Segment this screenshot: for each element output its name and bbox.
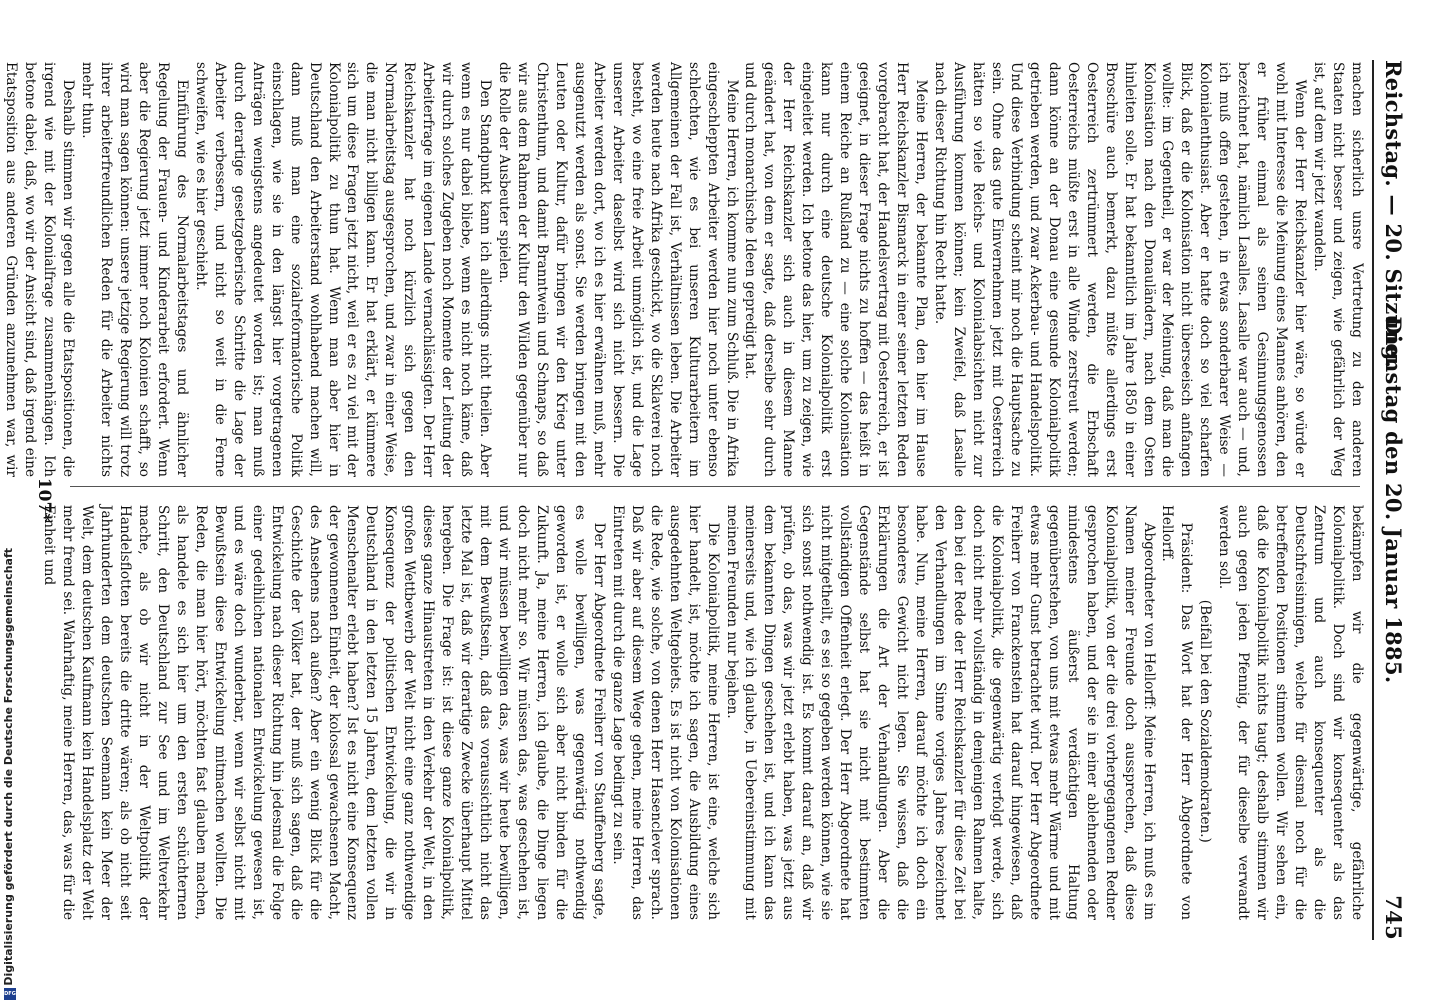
paragraph: bekämpfen wir die gegenwärtige, gefährliche Kolonialpolitik. Doch sind wir konsequenter als das Zentrum und auch konsequenter als die Deutschfreisinnigen, welche für diesmal noch für die betreffenden Positionen stimmen wollen. Wir sehen ein, daß die Kolonialpolitik nichts taugt; deshalb stimmen wir auch gegen jeden Pfennig, der für dieselbe verwandt werden soll.	[1216, 505, 1365, 920]
digitization-footer	[2, 0, 18, 1000]
column-divider	[70, 486, 1360, 487]
text-column-left	[0, 62, 1366, 477]
president-statement: Präsident: Das Wort hat der Herr Abgeordnete von Hellorff.	[1159, 505, 1195, 920]
header-session: Reichstag. — 20. Sitzung.	[1381, 60, 1406, 369]
paragraph: Einführung des Normalarbeitstages und ähnlicher Regelung der Frauen- und Kinderarbeit erfordert. Wenn aber die Regierung jetzt immer noch Kolonien schafft, so wird man sagen können: unsere jetzige Regierung will trotz ihrer arbeiterfreundlichen Reden für die Arbeiter nichts mehr thun.	[79, 62, 190, 477]
footer-credit: Digitalisierung gefördert durch die Deutsche Forschungsgemeinschaft	[2, 548, 15, 986]
paragraph: Der Herr Abgeordnete Freiherr von Stauffenberg sagte, es wolle bewilligen, was gegenwärtig nothwendig geworden ist, er wolle sich aber nicht binden für die Zukunft. Ja, meine Herren, ich glaube, die Dinge liegen doch nicht mehr so. Wir müssen das, was geschehen ist, und wir müssen bewilligen das, was wir heute bewilligen, mit dem Bewußtsein, daß das voraussichtlich nicht das letzte Mal ist, daß wir derartige Zwecke überhaupt Mittel hergeben. Die Frage ist: ist diese ganze Kolonialpolitik, dieses ganze Hinaustreten in den Verkehr der Welt, in den großen Wettbewerb der Welt nicht eine ganz nothwendige Konsequenz der politischen Entwickelung, die wir in Deutschland in den letzten 15 Jahren, dem letzten vollen Menschenalter erlebt haben? Ist es nicht eine Konsequenz der gewonnenen Einheit, der kolossal gewachsenen Macht, des Ansehens nach außen? Aber ein wenig Blick für die Geschichte der Völker hat, der muß sich sagen, daß die Entwickelung nach dieser Richtung hin jedesmal die Folge einer gedeihlichen nationalen Entwickelung gewesen ist, und es wäre doch wunderbar, wenn wir selbst nicht mit Bewußtsein diese Entwickelung mitmachen wollten. Die Reden, die man hier hört, möchten fast glauben machen, als handele es sich hier um den ersten schüchternen Schritt, den Deutschland zur See und im Weltverkehr mache, als ob wir nicht in der Weltpolitik der Handelsflotten bereits die dritte wären; als ob nicht seit Jahrhunderten dem deutschen Seemann kein Meer der Welt, dem deutschen Kaufmann kein Handelsplatz der Welt mehr fremd sei. Wahrhaftig, meine Herren, das, was für die Einheit und	[41, 505, 607, 920]
paragraph: Wenn der Herr Reichskanzler hier wäre, so würde er wohl mit Interesse die Meinung eines Mannes anhören, den er früher einmal als seinen Gesinnungsgenossen bezeichnet hat, nämlich Lasalles. Lasalle war auch — und, ich muß offen gestehen, in etwas sonderbarer Weise — Kolonialenthusiast. Aber er hatte doch so viel scharfen Blick, daß er die Kolonisation nicht überseeisch anfangen wollte: im Gegentheil, er war der Meinung, daß man die Kolonisation nach den Donauländern, nach dem Osten hinleiten solle. Er hat bekanntlich im Jahre 1850 in einer Broschüre auch bemerkt, dazu müßte allerdings erst Oesterreich zertrümmert werden, die Erbschaft Oesterreichs müßte erst in alle Winde zerstreut werden; dann könne an der Donau eine gesunde Kolonialpolitik getrieben werden, und zwar Ackerbau- und Handelspolitik. Und diese Verbindung scheint mir noch die Hauptsache zu sein. Ohne das gute Einvernehmen jetzt mit Oesterreich hätten so viele Reichs- und Kolonialabsichten nicht zur Ausführung kommen können; kein Zweifel, daß Lasalle nach dieser Richtung hin Recht hatte.	[932, 62, 1309, 477]
dfg-logo-icon: DFG	[4, 988, 16, 1000]
header-date: Dienstag den 20. Januar 1885.	[1381, 316, 1406, 684]
header-page-number: 745	[1381, 895, 1406, 940]
page-header	[1372, 60, 1412, 940]
paragraph: Die Kolonialpolitik, meine Herren, ist eine, welche sich hier handelt, ist, möchte ich sagen, die Ausbildung eines ausgedehnten Weltgebiets. Es ist nicht von Kolonisationen die Rede, wie solche, von denen Herr Hasenclever sprach. Daß wir aber auf diesem Wege gehen, meine Herren, das Eintreten mit durch die ganze Lage bedingt zu sein.	[609, 505, 721, 920]
paragraph: Den Standpunkt kann ich allerdings nicht theilen. Aber wenn es nur dabei bliebe, wenn es nicht noch käme, daß wir durch solches Zugeben noch Momente der Leitung der Arbeiterfrage im eigenen Lande vernachlässigten. Der Herr Reichskanzler hat noch kürzlich sich gegen den Normalarbeitstag ausgesprochen, und zwar in einer Weise, die man nicht billigen kann. Er hat erklärt, er kümmere sich um diese Fragen jetzt nicht, weil er es zu viel mit der Kolonialpolitik zu thun hat. Wenn man aber hier in Deutschland den Arbeiterstand wohlhabend machen will, dann muß man eine sozialreformatorische Politik einschlagen, wie sie in den längst hier vorgetragenen Anträgen wenigstens angedeutet worden ist; man muß durch derartige gesetzgeberische Schritte die Lage der Arbeiter verbessern, und nicht so weit in die Ferne schweifen, wie es hier geschieht.	[192, 62, 494, 477]
paragraph: Deshalb stimmen wir gegen alle die Etatspositionen, die irgend wie mit der Kolonialfrage zusammenhängen. Ich betone dabei, daß, wo wir der Ansicht sind, daß irgend eine Etatsposition aus anderen Gründen anzunehmen war, wir	[3, 62, 77, 477]
signature-mark: 107*	[34, 477, 54, 523]
paragraph: Meine Herren, ich komme nun zum Schluß. Die in Afrika eingeschleppten Arbeiter werden hier noch unter ebenso schlechten, wie es bei unseren Kulturarbeitern im Allgemeinen der Fall ist, Verhältnissen leben. Die Arbeiter werden heute nach Afrika geschickt, wo die Sklaverei noch besteht, wo eine freie Arbeit unmöglich ist, und die Lage unserer Arbeiter daselbst wird sich nicht bessern. Die Arbeiter werden dort, wo ich es hier erwähnen muß, mehr ausgenutzt werden als sonst. Sie werden bringen mit den Leuten oder Kultur, dafür bringen wir den Krieg unter Christenthum, und damit Branntwein und Schnaps, so daß wir aus dem Rahmen der Kultur den Wilden gegenüber nur die Rolle der Ausbeuter spielen.	[496, 62, 740, 477]
speaker-paragraph: Abgeordneter von Hellorff: Meine Herren, ich muß es im Namen meiner Freunde doch aussprechen, daß diese Kolonialpolitik, von der die drei vorhergegangenen Redner gesprochen haben, und der sie in einer ablehnenden oder mindestens äußerst verdächtigen Haltung gegenüberstehen, von uns mit etwas mehr Wärme und mit etwas mehr Gunst betrachtet wird. Der Herr Abgeordnete Freiherr von Franckenstein hat darauf hingewiesen, daß die Kolonialpolitik, die gegenwärtig verfolgt werde, sich doch nicht mehr vollständig in demjenigen Rahmen halte, den bei der Rede der Herr Reichskanzler für diese Zeit bei den Verhandlungen im Sinne voriges Jahres bezeichnet habe. Nun, meine Herren, darauf möchte ich doch ein besonderes Gewicht nicht legen. Sie wissen, daß die Erklärungen die Art der Verhandlungen. Aber die Gegenstände selbst hat sie nicht mit bestimmten vollständigen Offenheit erlegt. Der Herr Abgeordnete hat nicht mitgetheilt, es sei so gegeben werden können, wie sie sich sonst nothwendig ist. Es kommt darauf an, daß wir prüfen, ob das, was wir jetzt erlebt haben, was jetzt aus dem bekannten Dingen geschehen ist, und ich kann das meinerseits und, wie ich glaube, in Uebereinstimmung mit meinen Freunden nur bejahen.	[723, 505, 1157, 920]
stage-direction: (Beifall bei den Sozialdemokraten.)	[1197, 599, 1214, 843]
text-column-right	[39, 505, 1366, 920]
paragraph: Meine Herren, der bekannte Plan, den hier im Hause Herr Reichskanzler Bismarck in einer seiner letzten Reden vorgebracht hat, der Handelsvertrag mit Oesterreich, er ist geeignet, in dieser Frage nichts zu hoffen — das heißt in einem Reiche an Rußland zu — eine solche Kolonisation kann nur durch eine deutsche Kolonialpolitik erst eingeleitet werden. Ich betone das hier, um zu zeigen, wie der Herr Reichskanzler sich auch in diesem Manne geändert hat, von dem er sagte, daß derselbe sehr durch und durch monarchische Ideen gepredigt hat.	[742, 62, 930, 477]
paragraph: machen sicherlich unsre Vertretung zu den anderen Staaten nicht besser und zeigen, wie gefährlich der Weg ist, auf dem wir jetzt wandeln.	[1311, 62, 1365, 477]
